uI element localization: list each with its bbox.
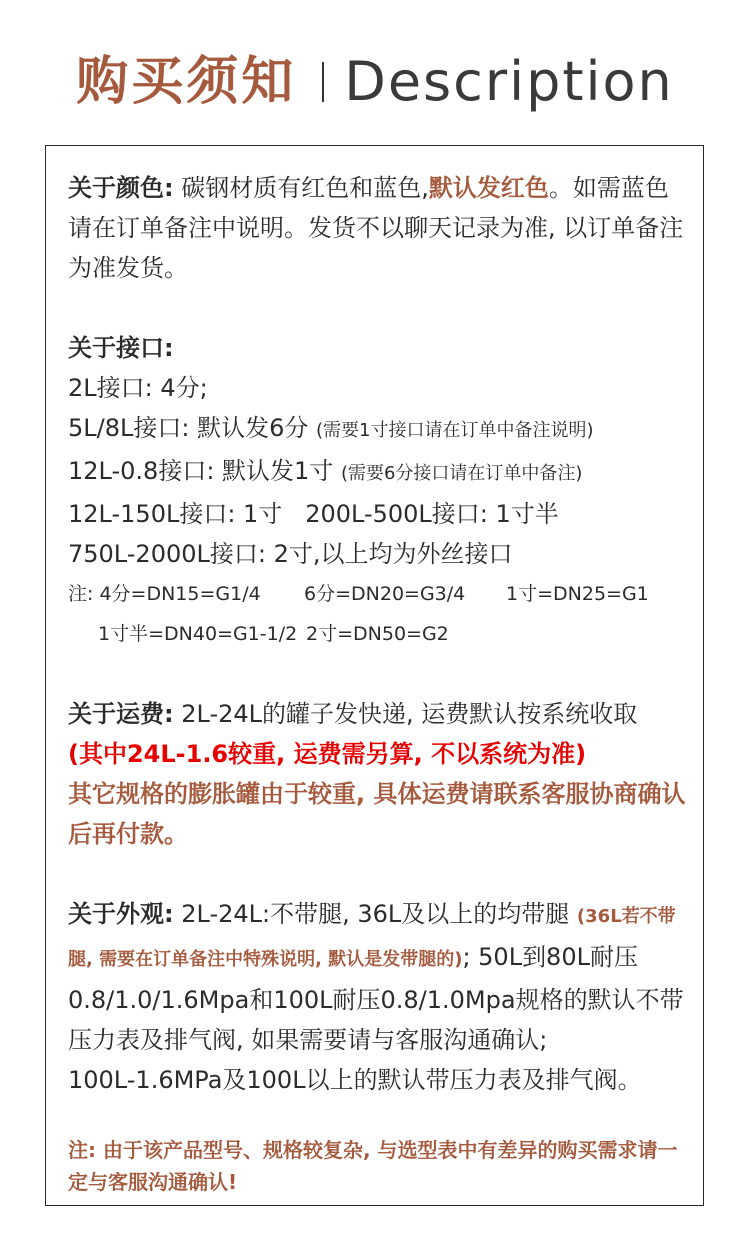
page-header: [0, 42, 750, 122]
interface-heading: 关于接口:: [68, 334, 174, 362]
interface-line-5l: [68, 408, 690, 451]
spacer: [68, 288, 690, 328]
shipping-section: [68, 694, 690, 734]
shipping-red-note: (其中24L-1.6较重, 运费需另算, 不以系统为准): [68, 740, 587, 768]
color-section: [68, 168, 690, 288]
appearance-text1: 2L-24L:不带腿, 36L及以上的均带腿: [173, 900, 570, 928]
interface-note-row1: [68, 574, 690, 614]
color-text1: 碳钢材质有红色和蓝色,: [173, 174, 429, 202]
interface-line-5l-note: (需要1寸接口请在订单中备注说明): [316, 420, 594, 441]
interface-line-12l-main: 12L-0.8接口: 默认发1寸: [68, 457, 334, 485]
interface-note-row2: [68, 614, 690, 654]
shipping-heading: 关于运费:: [68, 700, 174, 728]
note-1cunban: 1寸半=DN40=G1-1/2: [98, 623, 298, 645]
notice-box: [45, 145, 704, 1206]
appearance-text3: 100L-1.6MPa及100L以上的默认带压力表及排气阀。: [68, 1066, 642, 1094]
appearance-heading: 关于外观:: [68, 900, 174, 928]
interface-line-12l-500l: 12L-150L接口: 1寸 200L-500L接口: 1寸半: [68, 500, 559, 528]
appearance-small-note: (36L若不带腿, 需要在订单备注中特殊说明, 默认是发带腿的): [68, 906, 676, 970]
spacer: [68, 1100, 690, 1134]
interface-line-5l-main: 5L/8L接口: 默认发6分: [68, 414, 309, 442]
interface-line-12l: [68, 451, 690, 494]
shipping-accent-note: 其它规格的膨胀罐由于较重, 具体运费请联系客服协商确认后再付款。: [68, 780, 686, 848]
color-emphasis: 默认发红色: [428, 174, 549, 202]
title-english: Description: [344, 50, 674, 113]
shipping-text: 2L-24L的罐子发快递, 运费默认按系统收取: [173, 700, 638, 728]
note-4fen: 注: 4分=DN15=G1/4: [68, 583, 261, 605]
interface-line-12l-note: (需要6分接口请在订单中备注): [340, 463, 583, 484]
title-chinese: 购买须知: [76, 52, 297, 112]
note-1cun: 1寸=DN25=G1: [506, 583, 649, 605]
color-heading: 关于颜色:: [68, 174, 174, 202]
title-divider: [322, 62, 324, 102]
notice-content: [68, 168, 690, 1198]
interface-line-2l: 2L接口: 4分;: [68, 374, 208, 402]
color-text2: 。如需蓝色请在订单备注中说明。发货不以聊天记录为准, 以订单备注为准发货。: [68, 174, 684, 282]
note-2cun: 2寸=DN50=G2: [306, 623, 449, 645]
spacer: [68, 854, 690, 894]
appearance-text2: ; 50L到80L耐压0.8/1.0/1.6Mpa和100L耐压0.8/1.0Mpa规格的默认不带压力表及排气阀, 如果需要请与客服沟通确认;: [68, 943, 684, 1054]
appearance-section: [68, 894, 690, 1060]
note-6fen: 6分=DN20=G3/4: [304, 583, 466, 605]
interface-line-750l: 750L-2000L接口: 2寸,以上均为外丝接口: [68, 540, 513, 568]
final-note: 注: 由于该产品型号、规格较复杂, 与选型表中有差异的购买需求请一定与客服沟通确认!: [68, 1138, 678, 1194]
spacer: [68, 654, 690, 694]
